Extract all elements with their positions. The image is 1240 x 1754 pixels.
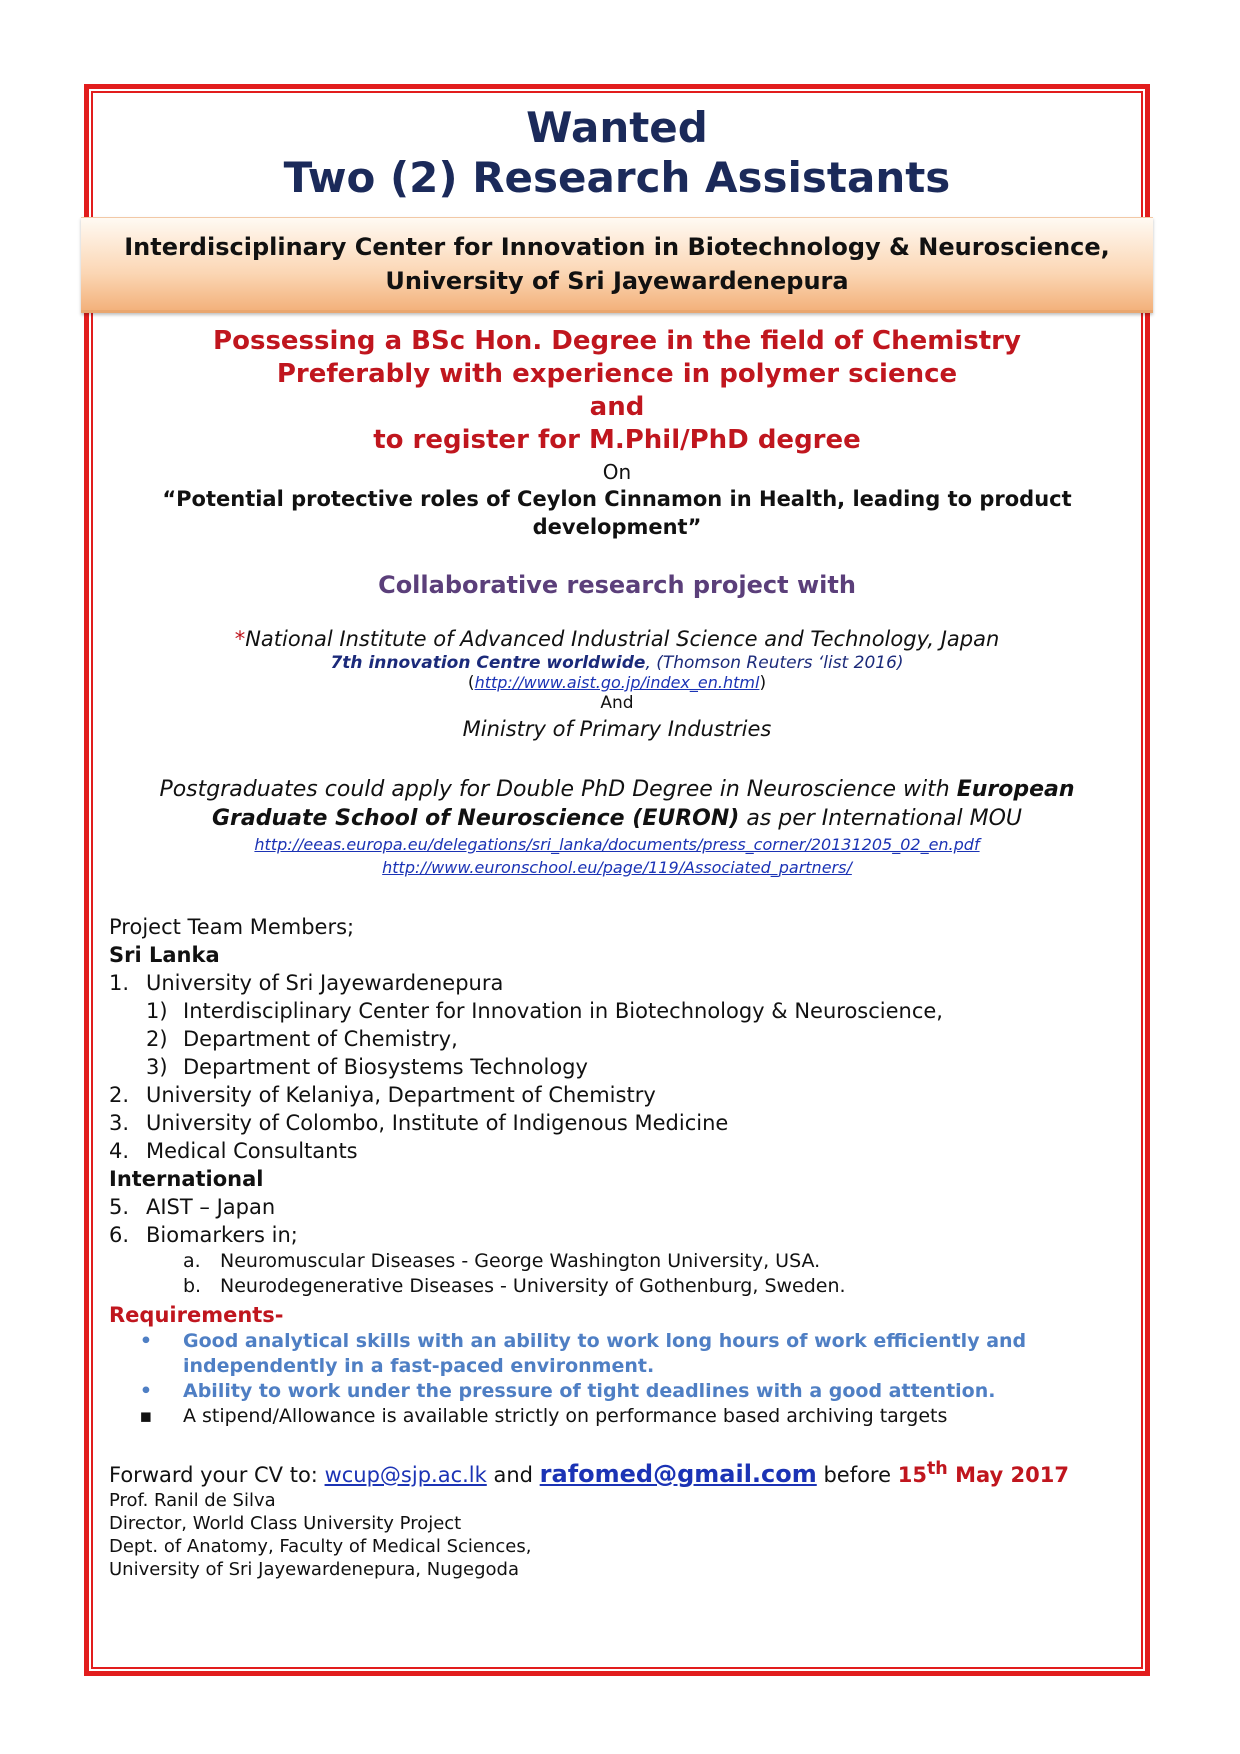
deadline-suffix: th (926, 1459, 948, 1479)
bullet-icon: • (139, 1330, 153, 1352)
item-text: Neuromuscular Diseases - George Washington University, USA. (220, 1250, 821, 1272)
item-text: Interdisciplinary Center for Innovation in Biotechnology & Neuroscience, (183, 999, 943, 1023)
requirement-text: A stipend/Allowance is available strictly on performance based archiving targets (183, 1405, 948, 1427)
asterisk-mark: * (234, 627, 246, 651)
aist-url-link[interactable]: http://www.aist.go.jp/index_en.html (474, 673, 760, 692)
requirement-item (109, 1329, 1141, 1379)
postgrad-text-1: Postgraduates could apply for Double PhD Degree in Neuroscience with (159, 777, 957, 802)
list-item (109, 1025, 1141, 1053)
list-item (109, 1081, 1141, 1109)
item-number: b. (183, 1275, 202, 1297)
and-connector: and (486, 1463, 540, 1487)
qualification-experience: Preferably with experience in polymer science (276, 359, 958, 389)
email-link-rafomed[interactable]: rafomed@gmail.com (539, 1460, 817, 1488)
item-number: 2. (109, 1083, 130, 1107)
signatory-role: Director, World Class University Project (109, 1513, 462, 1534)
title-wanted: Wanted (526, 103, 708, 152)
qualification-register: to register for M.Phil/PhD degree (373, 425, 861, 455)
banner-line-1: Interdisciplinary Center for Innovation in Biotechnology & Neuroscience, (124, 233, 1110, 261)
qualification-on: On (602, 460, 632, 484)
international-heading: International (109, 1167, 264, 1191)
item-number: 4. (109, 1139, 130, 1163)
item-text: Department of Chemistry, (183, 1027, 458, 1051)
euron-link[interactable]: http://www.euronschool.eu/page/119/Associated_partners/ (382, 858, 852, 877)
signatory-dept: Dept. of Anatomy, Faculty of Medical Sciences, (109, 1536, 532, 1557)
square-bullet-icon: ▪ (139, 1405, 153, 1427)
item-text: Medical Consultants (146, 1139, 358, 1163)
requirements-heading: Requirements- (109, 1303, 284, 1327)
forward-cv-line (109, 1455, 1141, 1489)
and-text: And (600, 693, 634, 713)
item-number: 1) (146, 999, 168, 1023)
aist-name: National Institute of Advanced Industrial Science and Technology, Japan (245, 627, 1000, 651)
item-number: a. (183, 1250, 201, 1272)
aist-rank (93, 653, 1141, 673)
rank-bold: 7th innovation Centre worldwide (330, 653, 646, 673)
qualification-degree: Possessing a BSc Hon. Degree in the field of Chemistry (213, 326, 1021, 356)
postgrad-text-2: as per International MOU (739, 806, 1022, 831)
rank-rest: , (Thomson Reuters ‘list 2016) (645, 653, 904, 673)
deadline-month-year: May 2017 (947, 1463, 1069, 1487)
item-text: Neurodegenerative Diseases - University of Gothenburg, Sweden. (220, 1275, 846, 1297)
team-section (93, 913, 1141, 1581)
collaboration-heading: Collaborative research project with (378, 571, 856, 599)
item-number: 3) (146, 1055, 168, 1079)
qualification-and: and (589, 392, 645, 422)
team-heading: Project Team Members; (109, 915, 355, 939)
bullet-icon: • (139, 1380, 153, 1402)
euron-name: European Graduate School of Neuroscience (EURON) (212, 777, 1075, 831)
ministry-name: Ministry of Primary Industries (462, 717, 772, 741)
aist-link-line (93, 673, 1141, 693)
item-number: 2) (146, 1027, 168, 1051)
aist-institute (93, 627, 1141, 651)
postgrad-text (93, 775, 1141, 833)
item-text: Department of Biosystems Technology (183, 1055, 588, 1079)
paren-close: ) (759, 673, 767, 693)
flyer-content (93, 93, 1141, 1581)
before-text: before (816, 1463, 898, 1487)
list-item (109, 1274, 1141, 1299)
email-link-wcup[interactable]: wcup@sjp.ac.lk (324, 1463, 487, 1487)
requirement-text: Ability to work under the pressure of tight deadlines with a good attention. (183, 1380, 996, 1402)
deadline (897, 1459, 1069, 1487)
item-number: 1. (109, 971, 130, 995)
signatory-name: Prof. Ranil de Silva (109, 1490, 276, 1511)
list-item (109, 1193, 1141, 1221)
requirement-text: Good analytical skills with an ability to work long hours of work efficiently and independently in a fast-paced environment. (183, 1330, 1027, 1377)
institution-banner (81, 217, 1153, 313)
requirement-item (109, 1404, 1141, 1429)
banner-line-2: University of Sri Jayewardenepura (385, 267, 849, 295)
list-item (109, 1221, 1141, 1249)
qualification-block (93, 325, 1141, 541)
eeas-link[interactable]: http://eeas.europa.eu/delegations/sri_lanka/documents/press_corner/20131205_02_en.pdf (254, 835, 980, 854)
research-topic: “Potential protective roles of Ceylon Cinnamon in Health, leading to product development” (162, 487, 1072, 539)
list-item (109, 1249, 1141, 1274)
forward-text: Forward your CV to: (109, 1463, 325, 1487)
list-item (109, 1109, 1141, 1137)
item-number: 5. (109, 1195, 130, 1219)
item-text: AIST – Japan (146, 1195, 276, 1219)
item-text: University of Sri Jayewardenepura (146, 971, 504, 995)
list-item (109, 1137, 1141, 1165)
title-positions: Two (2) Research Assistants (283, 153, 951, 202)
sri-lanka-heading: Sri Lanka (109, 943, 220, 967)
list-item (109, 969, 1141, 997)
requirement-item (109, 1379, 1141, 1404)
deadline-day: 15 (897, 1463, 927, 1487)
signatory-university: University of Sri Jayewardenepura, Nugegoda (109, 1559, 520, 1580)
item-number: 3. (109, 1111, 130, 1135)
item-text: University of Kelaniya, Department of Chemistry (146, 1083, 656, 1107)
item-text: University of Colombo, Institute of Indigenous Medicine (146, 1111, 729, 1135)
list-item (109, 997, 1141, 1025)
list-item (109, 1053, 1141, 1081)
paren-open: ( (467, 673, 475, 693)
item-text: Biomarkers in; (146, 1223, 298, 1247)
postgrad-links (93, 833, 1141, 879)
item-number: 6. (109, 1223, 130, 1247)
